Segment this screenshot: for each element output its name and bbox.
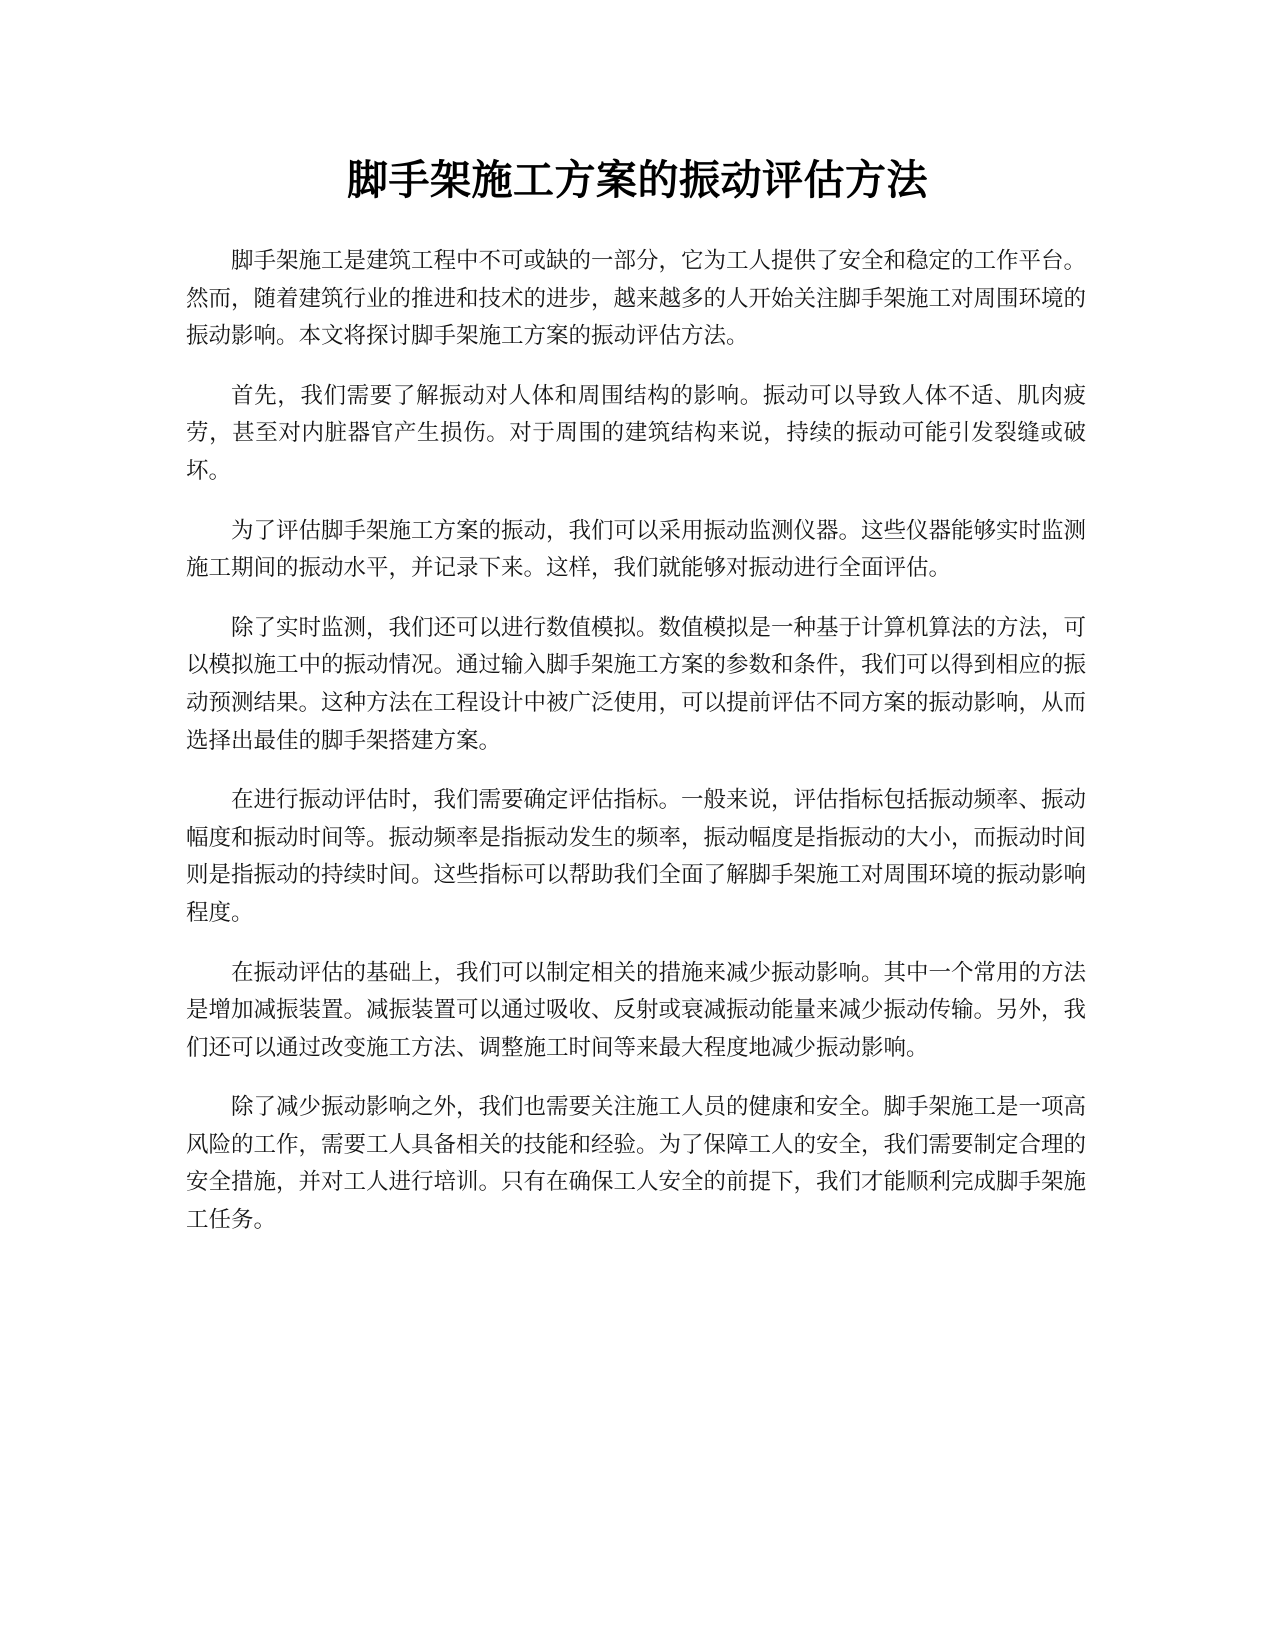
paragraph-4: 除了实时监测，我们还可以进行数值模拟。数值模拟是一种基于计算机算法的方法，可以模拟施工中的振动情况。通过输入脚手架施工方案的参数和条件，我们可以得到相应的振动预测结果。这种方法在工程设计中被广泛使用，可以提前评估不同方案的振动影响，从而选择出最佳的脚手架搭建方案。: [186, 614, 1087, 754]
document-body: [186, 243, 1086, 1262]
document-title: 脚手架施工方案的振动评估方法: [347, 156, 928, 204]
paragraph-5: 在进行振动评估时，我们需要确定评估指标。一般来说，评估指标包括振动频率、振动幅度和振动时间等。振动频率是指振动发生的频率，振动幅度是指振动的大小，而振动时间则是指振动的持续时间。这些指标可以帮助我们全面了解脚手架施工对周围环境的振动影响程度。: [186, 787, 1087, 926]
paragraph-1: 脚手架施工是建筑工程中不可或缺的一部分，它为工人提供了安全和稳定的工作平台。然而，随着建筑行业的推进和技术的进步，越来越多的人开始关注脚手架施工对周围环境的振动影响。本文将探讨脚手架施工方案的振动评估方法。: [186, 248, 1087, 350]
paragraph-2: 首先，我们需要了解振动对人体和周围结构的影响。振动可以导致人体不适、肌肉疲劳，甚至对内脏器官产生损伤。对于周围的建筑结构来说，持续的振动可能引发裂缝或破坏。: [186, 382, 1086, 484]
paragraph-3: 为了评估脚手架施工方案的振动，我们可以采用振动监测仪器。这些仪器能够实时监测施工期间的振动水平，并记录下来。这样，我们就能够对振动进行全面评估。: [186, 517, 1087, 582]
paragraph-7: 除了减少振动影响之外，我们也需要关注施工人员的健康和安全。脚手架施工是一项高风险的工作，需要工人具备相关的技能和经验。为了保障工人的安全，我们需要制定合理的安全措施，并对工人进行培训。只有在确保工人安全的前提下，我们才能顺利完成脚手架施工任务。: [186, 1094, 1087, 1234]
paragraph-6: 在振动评估的基础上，我们可以制定相关的措施来减少振动影响。其中一个常用的方法是增加减振装置。减振装置可以通过吸收、反射或衰减振动能量来减少振动传输。另外，我们还可以通过改变施工方法、调整施工时间等来最大程度地减少振动影响。: [186, 959, 1087, 1061]
